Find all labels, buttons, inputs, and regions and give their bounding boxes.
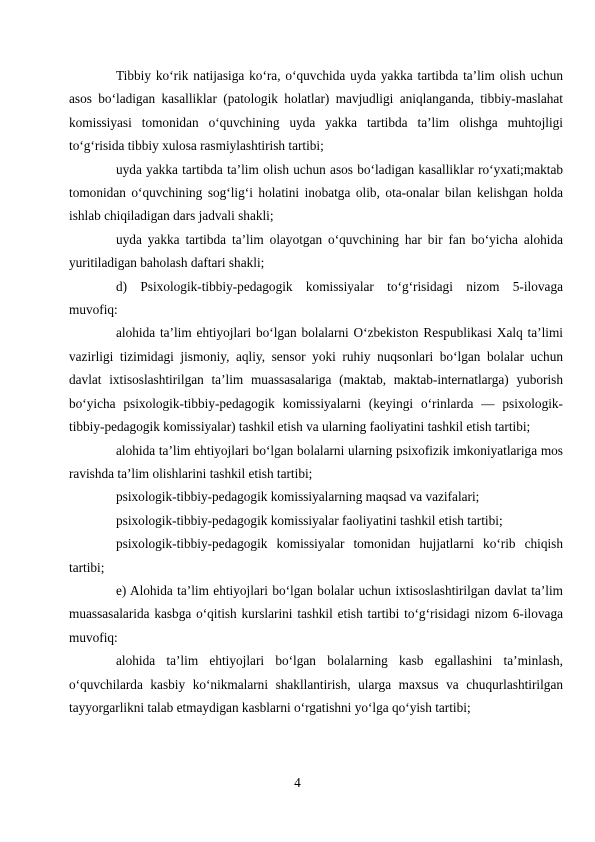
paragraph-section-d: d) Psixologik-tibbiy-pedagogik komissiyalar to‘g‘risidagi nizom 5-ilovaga muvofiq: <box>69 278 563 318</box>
paragraph-commission-activity: psixologik-tibbiy-pedagogik komissiyalar faoliyatini tashkil etish tartibi; <box>116 512 503 528</box>
paragraph-commission-goals: psixologik-tibbiy-pedagogik komissiyalarning maqsad va vazifalari; <box>116 489 480 505</box>
page-body <box>69 64 563 719</box>
paragraph-education-organization: alohida ta’lim ehtiyojlari bo‘lgan bolalarni ularning psixofizik imkoniyatlariga mos ravishda ta’lim olishlarini tashkil etish tartibi; <box>69 442 563 481</box>
paragraph-disease-list: uyda yakka tartibda ta’lim olish uchun asos bo‘ladigan kasalliklar ro‘yxati;maktab tomonidan o‘quvchining sog‘lig‘i holatini inobatga olib, ota-onalar bilan kelishgan holda ishlab chiqiladigan dars jadvali shakli; <box>69 161 563 224</box>
paragraph-medical-conclusion: Tibbiy ko‘rik natijasiga ko‘ra, o‘quvchida uyda yakka tartibda ta’lim olish uchun asos bo‘ladigan kasalliklar (patologik holatlar) mavjudligi aniqlanganda, tibbiy-maslahat komissiyasi tomonidan o‘quvchining uyda yakka tartibda ta’lim olishga muhtojligi to‘g‘risida tibbiy xulosa rasmiylashtirish tartibi; <box>69 68 563 154</box>
paragraph-commission-referral: alohida ta’lim ehtiyojlari bo‘lgan bolalarni O‘zbekiston Respublikasi Xalq ta’limi vazirligi tizimidagi jismoniy, aqliy, sensor yoki ruhiy nuqsonlari bo‘lgan bolalar uchun davlat ixtisoslashtirilgan ta’lim muassasalariga (maktab, maktab-internatlarga) yuborish bo‘yicha psixologik-tibbiy-pedagogik komissiyalarni (keyingi o‘rinlarda — psixologik-tibbiy-pedagogik komissiyalar) tashkil etish va ularning faoliyatini tashkil etish tartibi; <box>69 325 563 435</box>
paragraph-vocational-training: alohida ta’lim ehtiyojlari bo‘lgan bolalarning kasb egallashini ta’minlash, o‘quvchilarda kasbiy ko‘nikmalarni shakllantirish, ularga maxsus va chuqurlashtirilgan tayyorgarlikni talab etmaydigan kasblarni o‘rgatishni yo‘lga qo‘yish tartibi; <box>69 653 563 715</box>
page-number: 4 <box>294 775 301 790</box>
paragraph-document-review: psixologik-tibbiy-pedagogik komissiyalar tomonidan hujjatlarni ko‘rib chiqish tartibi; <box>69 536 563 575</box>
paragraph-section-e: e) Alohida ta’lim ehtiyojlari bo‘lgan bolalar uchun ixtisoslashtirilgan davlat ta’lim muassasalarida kasbga o‘qitish kurslarini tashkil etish tartibi to‘g‘risidagi nizom 6-ilovaga muvofiq: <box>69 582 563 645</box>
paragraph-assessment-notebook: uyda yakka tartibda ta’lim olayotgan o‘quvchining har bir fan bo‘yicha alohida yuritiladigan baholash daftari shakli; <box>69 231 563 271</box>
